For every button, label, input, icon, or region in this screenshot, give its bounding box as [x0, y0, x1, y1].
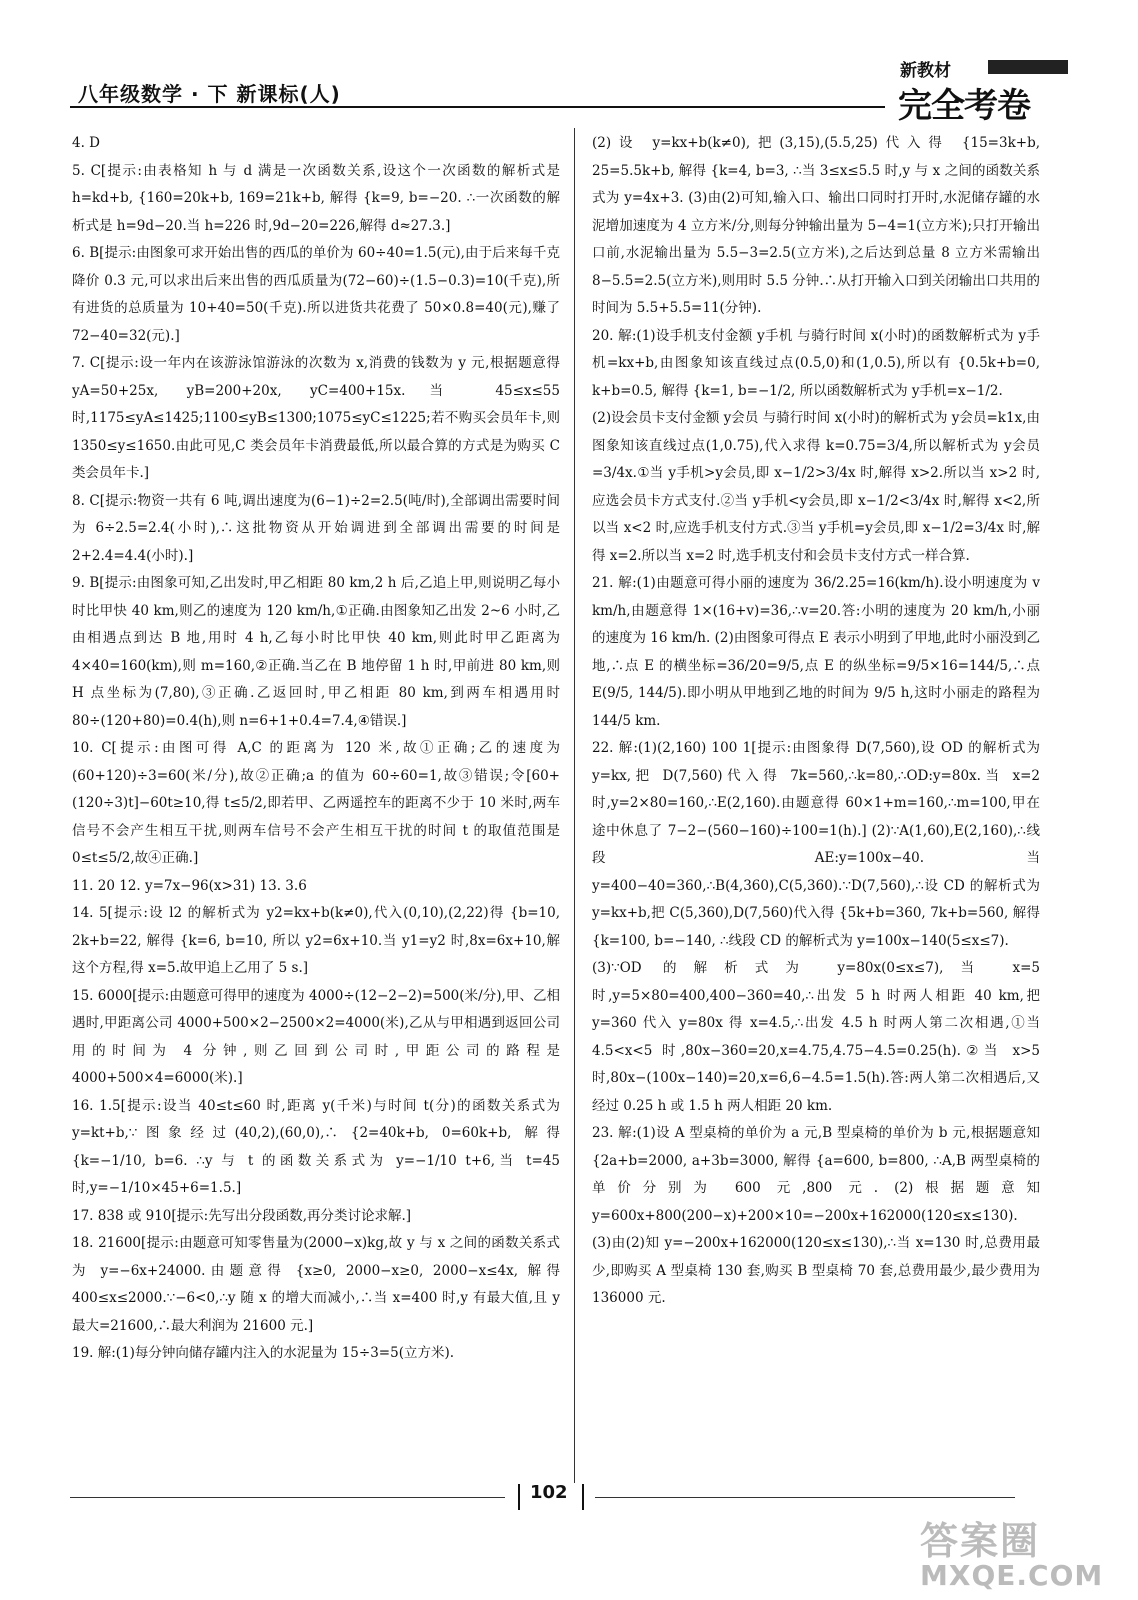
answer-item: 11. 20 12. y=7x−96(x>31) 13. 3.6	[72, 877, 307, 894]
answer-item: 7. C[提示:设一年内在该游泳馆游泳的次数为 x,消费的钱数为 y 元,根据题意得 yA=50+25x, yB=200+20x, yC=400+15x.当 45≤x≤55 时,1175≤yA≤1425;1100≤yB≤1300;1075≤yC≤1225;若不购买会员年卡,则 1350≤y≤1650.由此可见,C 类会员年卡消费最低,所以最合算的方式是为购买 C 类会员年卡.]	[72, 355, 560, 481]
left-column	[72, 130, 560, 1368]
header-title: 八年级数学 · 下 新课标(人)	[78, 82, 341, 106]
page-number-bar-left	[518, 1484, 520, 1510]
column-divider	[574, 128, 575, 1483]
answer-item: 22. 解:(1)(2,160) 100 1[提示:由图象得 D(7,560),设 OD 的解析式为 y=kx,把 D(7,560)代入得 7k=560,∴k=80,∴OD:y=80x.当 x=2 时,y=2×80=160,∴E(2,160).由题意得 60×1+m=160,∴m=100,甲在途中休息了 7−2−(560−160)÷100=1(h).] (2)∵A(1,60),E(2,160),∴线段 AE:y=100x−40.当 y=400−40=360,∴B(4,360),C(5,360).∵D(7,560),∴设 CD 的解析式为 y=kx+b,把 C(5,360),D(7,560)代入得 {5k+b=360, 7k+b=560, 解得 {k=100, b=−140, ∴线段 CD 的解析式为 y=100x−140(5≤x≤7).	[592, 740, 1040, 949]
answer-item: (2)设会员卡支付金额 y会员 与骑行时间 x(小时)的解析式为 y会员=k1x,由图象知该直线过点(1,0.75),代入求得 k=0.75=3/4,所以解析式为 y会员=3/4x.①当 y手机>y会员,即 x−1/2>3/4x 时,解得 x>2.所以当 x>2 时,应选会员卡方式支付.②当 y手机<y会员,即 x−1/2<3/4x 时,解得 x<2,所以当 x<2 时,应选手机支付方式.③当 y手机=y会员,即 x−1/2=3/4x 时,解得 x=2.所以当 x=2 时,选手机支付和会员卡支付方式一样合算.	[592, 410, 1040, 564]
watermark	[920, 1510, 1103, 1592]
watermark-url: MXQE.COM	[920, 1559, 1104, 1592]
answer-item: 8. C[提示:物资一共有 6 吨,调出速度为(6−1)÷2=2.5(吨/时),全部调出需要时间为 6÷2.5=2.4(小时),∴这批物资从开始调进到全部调出需要的时间是 2+2.4=4.4(小时).]	[72, 492, 560, 564]
answer-item: 9. B[提示:由图象可知,乙出发时,甲乙相距 80 km,2 h 后,乙追上甲,则说明乙每小时比甲快 40 km,则乙的速度为 120 km/h,①正确.由图象知乙出发 2~6 小时,乙由相遇点到达 B 地,用时 4 h,乙每小时比甲快 40 km,则此时甲乙距离为 4×40=160(km),则 m=160,②正确.当乙在 B 地停留 1 h 时,甲前进 80 km,则 H 点坐标为(7,80),③正确.乙返回时,甲乙相距 80 km,到两车相遇用时 80÷(120+80)=0.4(h),则 n=6+1+0.4=7.4,④错误.]	[72, 575, 560, 729]
right-column	[592, 130, 1040, 1313]
answer-item: 17. 838 或 910[提示:先写出分段函数,再分类讨论求解.]	[72, 1207, 412, 1224]
brand-bar	[988, 60, 1068, 74]
answer-item: 15. 6000[提示:由题意可得甲的速度为 4000÷(12−2−2)=500(米/分),甲、乙相遇时,甲距离公司 4000+500×2−2500×2=4000(米),乙从与甲相遇到返回公司用的时间为 4 分钟,则乙回到公司时,甲距公司的路程是 4000+500×4=6000(米).]	[72, 987, 560, 1086]
answer-item: 20. 解:(1)设手机支付金额 y手机 与骑行时间 x(小时)的函数解析式为 y手机=kx+b,由图象知该直线过点(0.5,0)和(1,0.5),所以有 {0.5k+b=0, k+b=0.5, 解得 {k=1, b=−1/2, 所以函数解析式为 y手机=x−1/2.	[592, 327, 1040, 399]
footer-rule-right	[595, 1497, 1015, 1498]
answer-item: 10. C[提示:由图可得 A,C 的距离为 120 米,故①正确;乙的速度为(60+120)÷3=60(米/分),故②正确;a 的值为 60÷60=1,故③错误;令[60+(120÷3)t]−60t≥10,得 t≤5/2,即若甲、乙两遥控车的距离不少于 10 米时,两车信号不会产生相互干扰,则两车信号不会产生相互干扰的时间 t 的取值范围是 0≤t≤5/2,故④正确.]	[72, 740, 560, 866]
answer-item: 16. 1.5[提示:设当 40≤t≤60 时,距离 y(千米)与时间 t(分)的函数关系式为 y=kt+b,∵图象经过(40,2),(60,0),∴ {2=40k+b, 0=60k+b, 解得 {k=−1/10, b=6. ∴y 与 t 的函数关系式为 y=−1/10 t+6,当 t=45 时,y=−1/10×45+6=1.5.]	[72, 1097, 560, 1196]
answer-item: 19. 解:(1)每分钟向储存罐内注入的水泥量为 15÷3=5(立方米).	[72, 1345, 455, 1361]
answer-item: 4. D	[72, 135, 100, 151]
answer-item: 6. B[提示:由图象可求开始出售的西瓜的单价为 60÷40=1.5(元),由于后来每千克降价 0.3 元,可以求出后来出售的西瓜质量为(72−60)÷(1.5−0.3)=10(千克),所有进货的总质量为 10+40=50(千克).所以进货共花费了 50×0.8=40(元),赚了 72−40=32(元).]	[72, 245, 560, 344]
answer-item: (2)设 y=kx+b(k≠0),把(3,15),(5.5,25)代入得 {15=3k+b, 25=5.5k+b, 解得 {k=4, b=3, ∴当 3≤x≤5.5 时,y 与 x 之间的函数关系式为 y=4x+3. (3)由(2)可知,输入口、输出口同时打开时,水泥储存罐的水泥增加速度为 4 立方米/分,则每分钟输出量为 5−4=1(立方米);只打开输出口前,水泥输出量为 5.5−3=2.5(立方米),之后达到总量 8 立方米需输出 8−5.5=2.5(立方米),则用时 5.5 分钟.∴从打开输入口到关闭输出口共用的时间为 5.5+5.5=11(分钟).	[592, 135, 1040, 316]
page-number: 102	[530, 1482, 568, 1503]
answer-item: 14. 5[提示:设 l2 的解析式为 y2=kx+b(k≠0),代入(0,10),(2,22)得 {b=10, 2k+b=22, 解得 {k=6, b=10, 所以 y2=6x+10.当 y1=y2 时,8x=6x+10,解这个方程,得 x=5.故甲追上乙用了 5 s.]	[72, 905, 560, 976]
page-number-bar-right	[582, 1484, 584, 1510]
brand-subtitle: 新教材	[900, 61, 951, 81]
answer-item: 5. C[提示:由表格知 h 与 d 满是一次函数关系,设这个一次函数的解析式是 h=kd+b, {160=20k+b, 169=21k+b, 解得 {k=9, b=−20. ∴一次函数的解析式是 h=9d−20.当 h=226 时,9d−20=226,解得 d≈27.3.]	[72, 162, 560, 234]
footer-rule-left	[70, 1497, 505, 1498]
answer-item: 23. 解:(1)设 A 型桌椅的单价为 a 元,B 型桌椅的单价为 b 元,根据题意知 {2a+b=2000, a+3b=3000, 解得 {a=600, b=800, ∴A,B 两型桌椅的单价分别为 600 元,800 元. (2)根据题意知 y=600x+800(200−x)+200×10=−200x+162000(120≤x≤130). (3)由(2)知 y=−200x+162000(120≤x≤130),∴当 x=130 时,总费用最少,即购买 A 型桌椅 130 套,购买 B 型桌椅 70 套,总费用最少,最少费用为 136000 元.	[592, 1125, 1040, 1306]
answer-item: (3)∵OD 的解析式为 y=80x(0≤x≤7),当 x=5 时,y=5×80=400,400−360=40,∴出发 5 h 时两人相距 40 km,把 y=360 代入 y=80x 得 x=4.5,∴出发 4.5 h 时两人第二次相遇,①当 4.5<x<5 时,80x−360=20,x=4.75,4.75−4.5=0.25(h).②当 x>5 时,80x−(100x−140)=20,x=6,6−4.5=1.5(h).答:两人第二次相遇后,又经过 0.25 h 或 1.5 h 两人相距 20 km.	[592, 960, 1040, 1114]
brand-logo: 完全考卷	[898, 86, 1030, 126]
answer-item: 21. 解:(1)由题意可得小丽的速度为 36/2.25=16(km/h).设小明速度为 v km/h,由题意得 1×(16+v)=36,∴v=20.答:小明的速度为 20 km/h,小丽的速度为 16 km/h. (2)由图象可得点 E 表示小明到了甲地,此时小丽没到乙地,∴点 E 的横坐标=36/20=9/5,点 E 的纵坐标=9/5×16=144/5,∴点 E(9/5, 144/5).即小明从甲地到乙地的时间为 9/5 h,这时小丽走的路程为 144/5 km.	[592, 575, 1040, 729]
answer-item: 18. 21600[提示:由题意可知零售量为(2000−x)kg,故 y 与 x 之间的函数关系式为 y=−6x+24000.由题意得 {x≥0, 2000−x≥0, 2000−x≤4x, 解得 400≤x≤2000.∵−6<0,∴y 随 x 的增大而减小,∴当 x=400 时,y 有最大值,且 y最大=21600,∴最大利润为 21600 元.]	[72, 1235, 560, 1334]
header-rule	[70, 106, 885, 108]
page-header	[0, 0, 1138, 126]
watermark-text: 答案圈	[920, 1519, 1041, 1563]
